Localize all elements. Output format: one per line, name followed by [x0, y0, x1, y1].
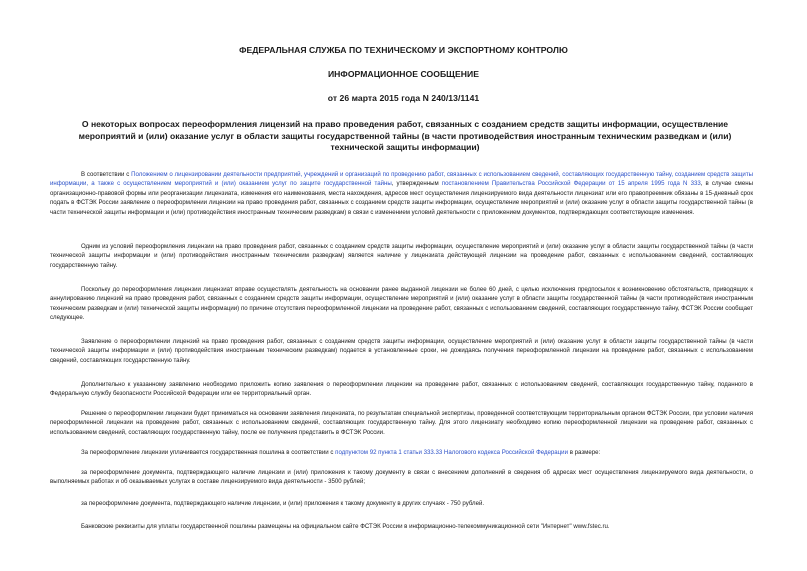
p7-text-1: За переоформление лицензии уплачивается государственная пошлина в соответствии с: [81, 449, 336, 456]
doc-type-heading: ИНФОРМАЦИОННОЕ СООБЩЕНИЕ: [327, 69, 480, 79]
p1-text-2: , утвержденным: [391, 180, 442, 188]
paragraph-2: Одним из условий переоформления лицензии на право проведения работ, связанных с созданием средств защиты информации, осуществление мероприятий и (или) оказание услуг в области защиты государственной тайны (в части технической защиты информации и (или) противодействия иностранным техническим разведкам) является наличие у лицензиата действующей лицензии на проведение работ, связанных с использованием сведений, составляющих государственную тайну.: [50, 243, 753, 269]
paragraph-6: Решение о переоформлении лицензии будет приниматься на основании заявления лицензиата, по результатам специальной экспертизы, проведенной соответствующим территориальным органом ФСТЭК России, при условии наличия переоформленной лицензии на проведение работ, связанных с использованием сведений, составляющих государственную тайну. Для этого лицензиату необходимо копию переоформленной лицензии на проведение работ, связанных с использованием сведений, составляющих государственную тайну, после ее получения представить в ФСТЭК России.: [50, 410, 753, 436]
paragraph-3: Поскольку до переоформления лицензии лицензиат вправе осуществлять деятельность на основании ранее выданной лицензии не более 60 дней, с целью исключения предпосылок к возникновению обстоятельств, приводящих к аннулированию лицензий на право проведения работ, связанных с созданием средств защиты информации, осуществление мероприятий и (или) оказание услуг в области защиты государственной тайны (в части противодействия иностранным техническим разведкам и (или) технической защиты информации) по причине отсутствия переоформленной лицензии на проведение работ, связанных с использованием сведений, составляющих государственную тайну, ФСТЭК России сообщает следующее.: [50, 286, 753, 322]
government-decree-link[interactable]: постановлением Правительства Российской Федерации от 15 апреля 1995 года N 333: [441, 180, 701, 188]
date-number-heading: от 26 марта 2015 года N 240/13/1141: [327, 93, 480, 103]
paragraph-10: Банковские реквизиты для уплаты государственной пошлины размещены на официальном сайте ФСТЭК России в информационно-телекоммуникационной сети "Интернет" www.fstec.ru.: [81, 523, 610, 530]
p1-text-3: , в случае смены организационно-правовой формы или реорганизации лицензиата, изменения его наименования, места нахождения, адресов мест осуществления лицензируемого вида деятельности лицензиат или его правопреемник обязаны в 15-дневный срок подать в ФСТЭК России заявление о переоформлении лицензии на право проведения работ, связанных с созданием средств защиты информации, осуществление мероприятий и (или) оказание услуг в области защиты государственной тайны (в части технической защиты информации и (или) противодействия иностранным техническим разведкам) в связи с изменением условий деятельности с приложением документов, подтверждающих соответствующие изменения.: [50, 180, 754, 216]
p1-text-1: В соответствии с: [81, 171, 132, 178]
document-title: О некоторых вопросах переоформления лицензий на право проведения работ, связанных с созданием средств защиты информации, осуществление мероприятий и (или) оказание услуг в области защиты государственной тайны (в части противодействия иностранным техническим разведкам и (или) технической защиты информации): [78, 119, 732, 153]
tax-code-link[interactable]: подпунктом 92 пункта 1 статьи 333.33 Налогового кодекса Российской Федерации: [335, 449, 568, 456]
paragraph-7: [50, 448, 753, 457]
paragraph-4: Заявление о переоформлении лицензий на право проведения работ, связанных с созданием средств защиты информации, осуществление мероприятий и (или) оказание услуг в области защиты государственной тайны (в части технической защиты информации и (или) противодействия иностранным техническим разведкам) подается в установленные сроки, не дожидаясь получения переоформленной лицензии на проведение работ, связанных с использованием сведений, составляющих государственную тайну.: [50, 338, 753, 364]
agency-heading: ФЕДЕРАЛЬНАЯ СЛУЖБА ПО ТЕХНИЧЕСКОМУ И ЭКСПОРТНОМУ КОНТРОЛЮ: [239, 45, 568, 55]
paragraph-1: [50, 170, 753, 217]
paragraph-8: за переоформление документа, подтверждающего наличие лицензии и (или) приложения к такому документу в связи с внесением дополнений в сведения об адресах мест осуществления лицензируемого вида деятельности, о выполняемых работах и об оказываемых услугах в составе лицензируемого вида деятельности - 3500 рублей;: [50, 469, 753, 486]
paragraph-5: Дополнительно к указанному заявлению необходимо приложить копию заявления о переоформлении лицензии на проведение работ, связанных с использованием сведений, составляющих государственную тайну, поданного в Федеральную службу безопасности Российской Федерации или ее территориальный орган.: [50, 381, 753, 398]
paragraph-9: за переоформление документа, подтверждающего наличие лицензии, и (или) приложения к такому документу в других случаях - 750 рублей.: [81, 500, 485, 507]
p7-text-2: в размере:: [568, 449, 601, 456]
regulation-link[interactable]: Положением о лицензировании деятельности предприятий, учреждений и организаций по проведению работ, связанных с использованием сведений, составляющих государственную тайну, созданием средств защиты информации, а также с осуществлением мероприятий и (или) оказанием услуг по защите государственной тайны: [50, 171, 754, 188]
